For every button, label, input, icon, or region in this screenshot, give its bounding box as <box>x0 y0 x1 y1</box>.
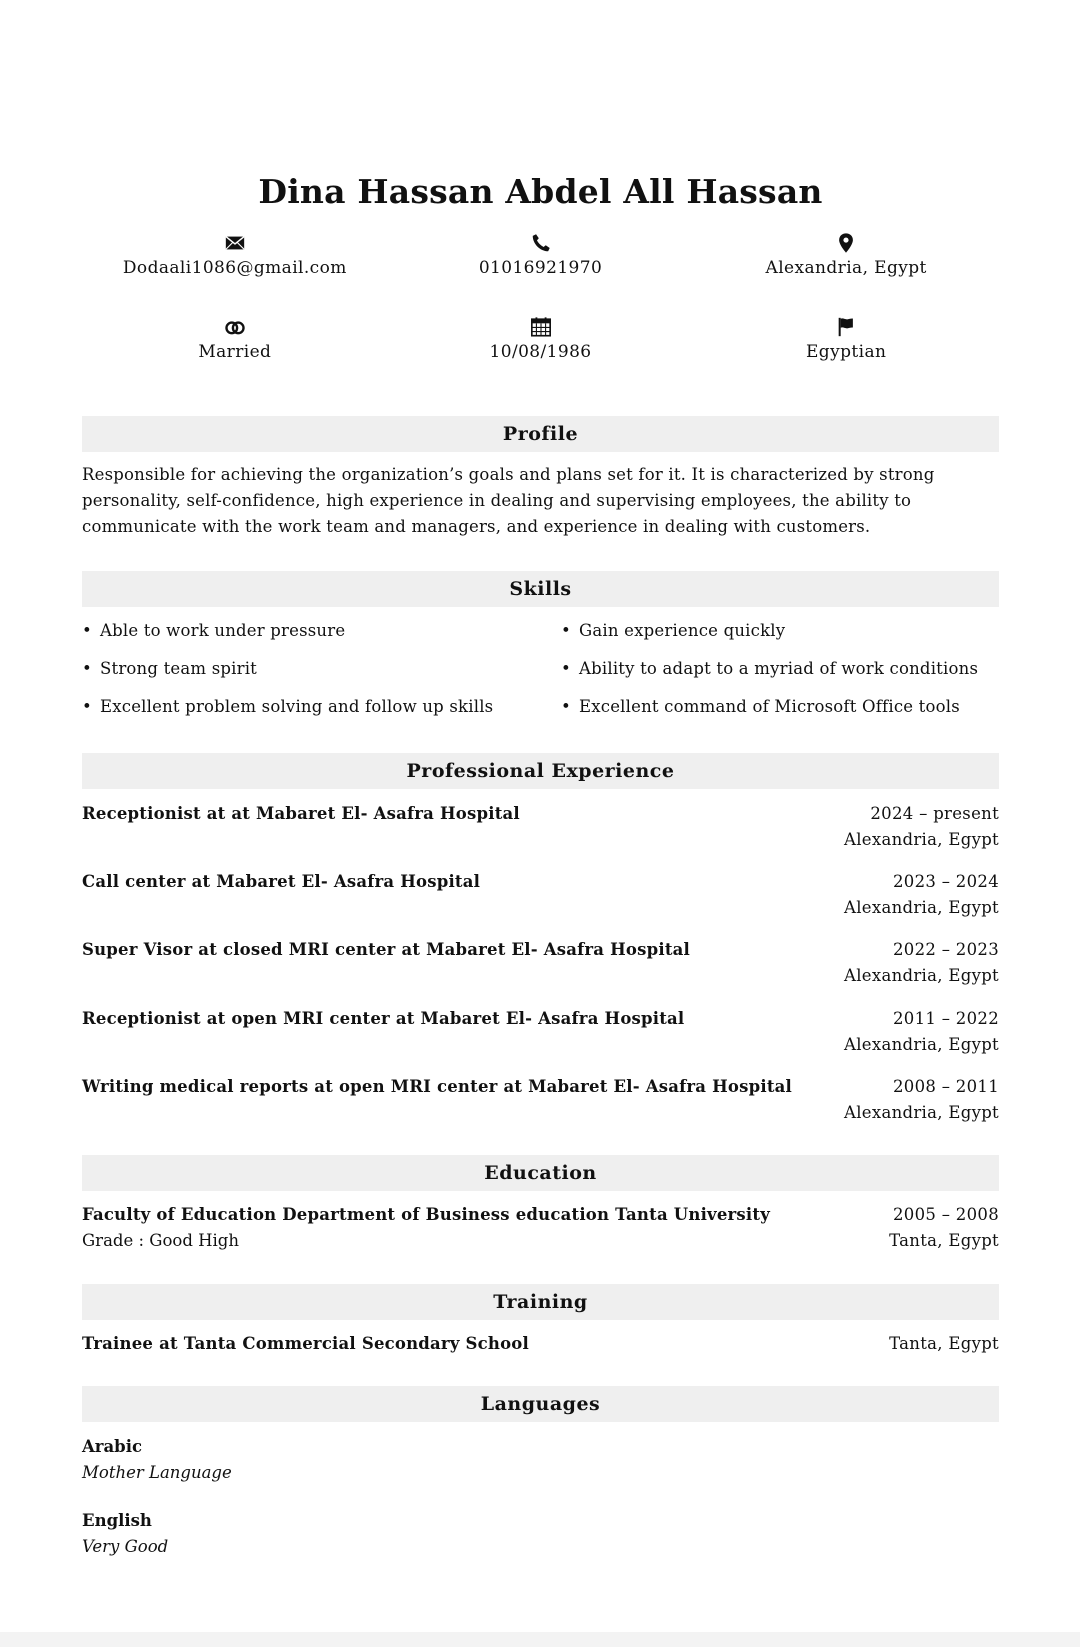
section-header-languages: Languages <box>82 1386 999 1422</box>
job-dates: 2008 – 2011 <box>892 1077 999 1096</box>
job-location: Alexandria, Egypt <box>843 1103 999 1122</box>
education-location: Tanta, Egypt <box>889 1231 999 1250</box>
profile-summary: Responsible for achieving the organization’s goals and plans set for it. It is characterized by strong personality, self-confidence, high experience in dealing and supervising employees, the ability to communicate with the work team and managers, and experience in dealing with customers. <box>82 465 935 536</box>
marital-status-text: Married <box>198 342 272 362</box>
education-dates: 2005 – 2008 <box>892 1205 999 1224</box>
experience-entry <box>82 1006 999 1058</box>
section-header-education: Education <box>82 1155 999 1191</box>
nationality-text: Egyptian <box>806 342 887 362</box>
job-location: Alexandria, Egypt <box>843 966 999 985</box>
contact-birthdate <box>388 316 694 400</box>
training-location: Tanta, Egypt <box>889 1334 999 1353</box>
experience-entry <box>82 801 999 853</box>
job-title: Receptionist at open MRI center at Mabaret El- Asafra Hospital <box>82 1009 685 1028</box>
birthdate-text: 10/08/1986 <box>489 342 592 362</box>
contact-location <box>693 232 999 316</box>
skills-list <box>82 618 999 719</box>
language-entry <box>82 1508 168 1560</box>
language-level: Mother Language <box>82 1463 232 1482</box>
location-text: Alexandria, Egypt <box>765 258 927 278</box>
list-item: • Excellent problem solving and follow up skills <box>82 697 494 716</box>
list-item: • Able to work under pressure <box>82 621 346 640</box>
section-header-training: Training <box>82 1284 999 1320</box>
flag-icon <box>835 316 857 338</box>
contact-nationality <box>693 316 999 400</box>
contact-phone[interactable] <box>388 232 694 316</box>
training-entry <box>82 1331 999 1357</box>
candidate-name: Dina Hassan Abdel All Hassan <box>258 172 823 211</box>
job-dates: 2024 – present <box>870 804 999 823</box>
experience-entry <box>82 937 999 989</box>
job-dates: 2023 – 2024 <box>892 872 999 891</box>
language-name: Arabic <box>82 1437 143 1456</box>
job-location: Alexandria, Egypt <box>843 830 999 849</box>
education-entry <box>82 1202 999 1254</box>
section-header-profile: Profile <box>82 416 999 452</box>
list-item: • Excellent command of Microsoft Office tools <box>561 697 960 716</box>
section-header-skills: Skills <box>82 571 999 607</box>
language-level: Very Good <box>82 1537 169 1556</box>
job-title: Receptionist at at Mabaret El- Asafra Hospital <box>82 804 520 823</box>
experience-entry <box>82 1074 999 1126</box>
list-item: • Gain experience quickly <box>561 621 786 640</box>
contact-info <box>82 232 999 400</box>
experience-entry <box>82 869 999 921</box>
language-name: English <box>82 1511 152 1530</box>
list-item: • Strong team spirit <box>82 659 258 678</box>
calendar-icon <box>530 316 552 338</box>
page-bottom-edge <box>0 1632 1080 1647</box>
job-dates: 2022 – 2023 <box>892 940 999 959</box>
job-dates: 2011 – 2022 <box>892 1009 999 1028</box>
contact-marital-status <box>82 316 388 400</box>
list-item: • Ability to adapt to a myriad of work conditions <box>561 659 979 678</box>
contact-email[interactable] <box>82 232 388 316</box>
rings-icon <box>224 316 246 338</box>
email-text: Dodaali1086@gmail.com <box>122 258 347 278</box>
job-location: Alexandria, Egypt <box>843 1035 999 1054</box>
phone-icon <box>530 232 552 254</box>
training-title: Trainee at Tanta Commercial Secondary School <box>82 1334 529 1353</box>
degree-grade: Grade : Good High <box>82 1231 239 1250</box>
envelope-icon <box>224 232 246 254</box>
phone-text: 01016921970 <box>478 258 603 278</box>
job-title: Writing medical reports at open MRI center at Mabaret El- Asafra Hospital <box>82 1077 793 1096</box>
job-title: Super Visor at closed MRI center at Mabaret El- Asafra Hospital <box>82 940 690 959</box>
degree-title: Faculty of Education Department of Business education Tanta University <box>82 1205 770 1224</box>
language-entry <box>82 1434 232 1486</box>
job-title: Call center at Mabaret El- Asafra Hospital <box>82 872 481 891</box>
job-location: Alexandria, Egypt <box>843 898 999 917</box>
location-pin-icon <box>835 232 857 254</box>
section-header-experience: Professional Experience <box>82 753 999 789</box>
